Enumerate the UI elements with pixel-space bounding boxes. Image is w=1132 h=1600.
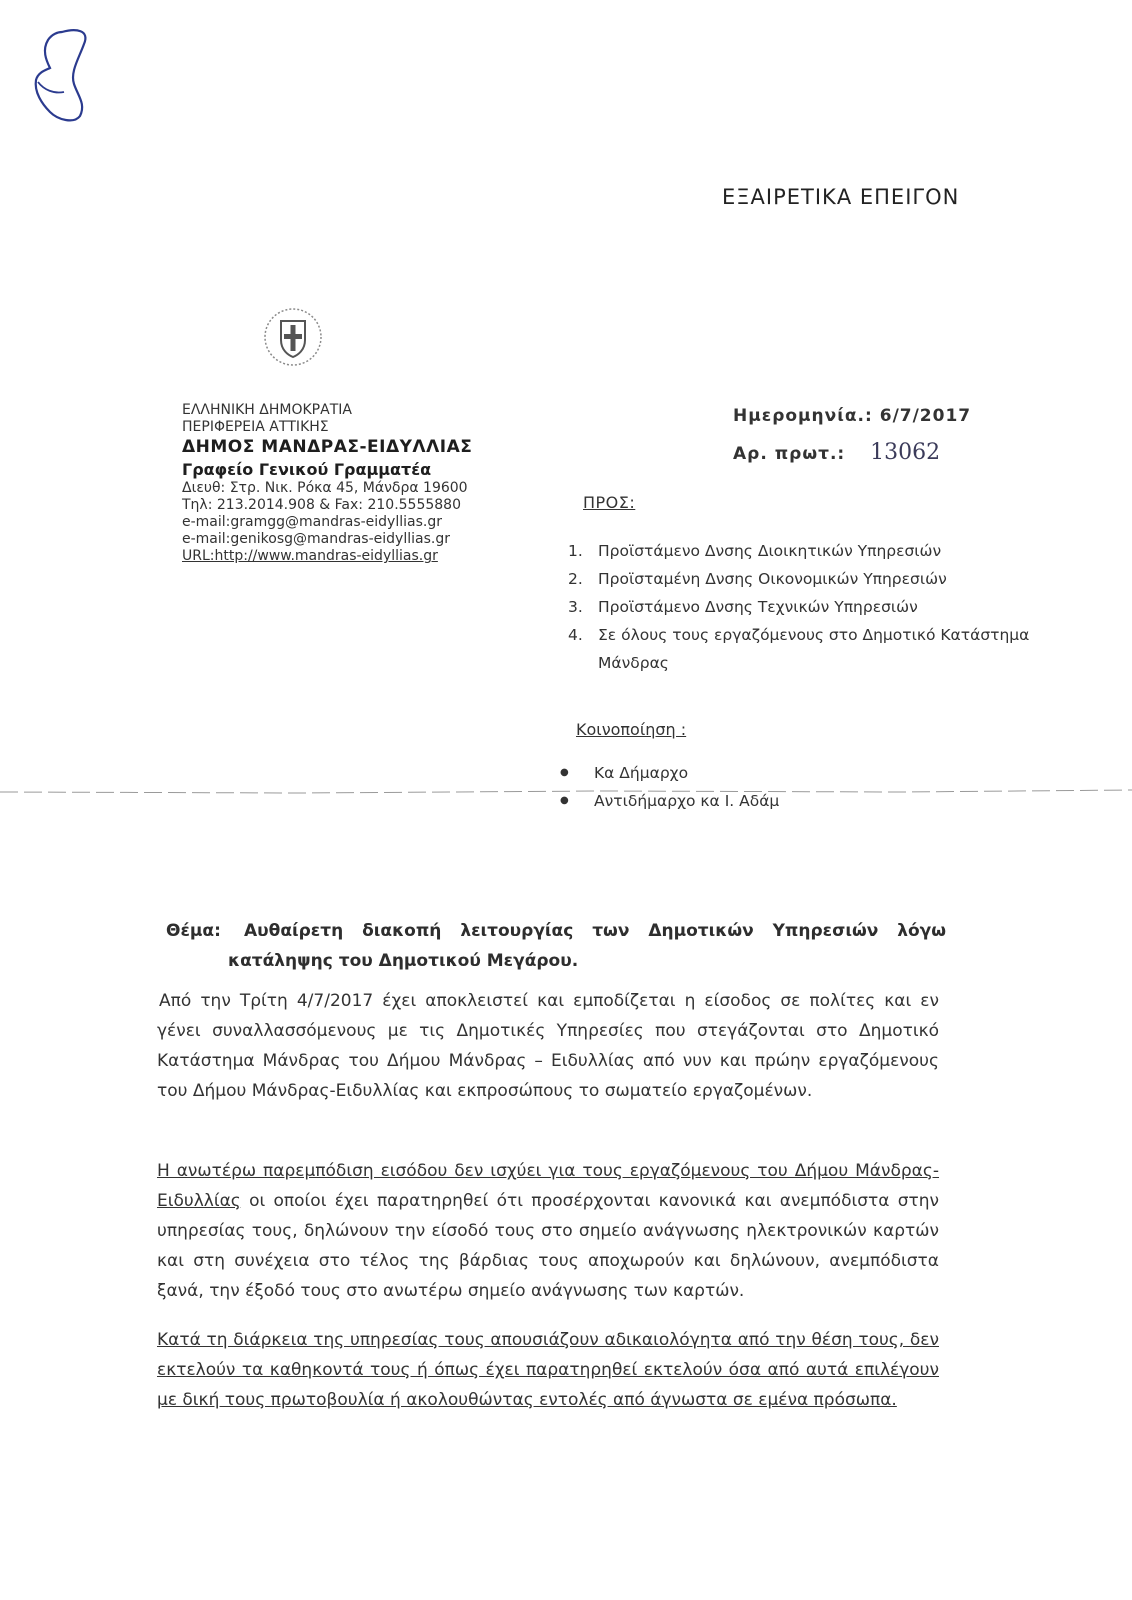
document-meta: [733, 406, 971, 474]
urgent-heading: ΕΞΑΙΡΕΤΙΚΑ ΕΠΕΙΓΟΝ: [722, 185, 960, 209]
paragraph-2: [157, 1156, 939, 1306]
date-label: Ημερομηνία.:: [733, 406, 873, 426]
protocol-label: Αρ. πρωτ.:: [733, 444, 846, 464]
list-item: 2. Προϊσταμένη Δνσης Οικονομικών Υπηρεσιών: [568, 570, 947, 588]
paragraph-3-underlined: Κατά τη διάρκεια της υπηρεσίας τους απουσιάζουν αδικαιολόγητα από την θέση τους, δεν εκτελούν τα καθηκοντά τους ή όπως έχει παρατηρηθεί εκτελούν όσα από αυτά επιλέγουν με δική τους πρωτοβουλία ή ακολουθώντας εντολές από άγνωστα σε εμένα πρόσωπα.: [157, 1330, 939, 1410]
sender-address: Διευθ: Στρ. Νικ. Ρόκα 45, Μάνδρα 19600: [182, 480, 468, 496]
paragraph-3: [157, 1325, 939, 1415]
handwritten-mark: [24, 20, 94, 130]
list-item: 3. Προϊστάμενο Δνσης Τεχνικών Υπηρεσιών: [568, 598, 918, 616]
list-item: 4. Σε όλους τους εργαζόμενους στο Δημοτικό Κατάστημα Μάνδρας: [568, 626, 1030, 672]
list-item: 1. Προϊστάμενο Δνσης Διοικητικών Υπηρεσιών: [568, 542, 942, 560]
list-item: ● Κα Δήμαρχο: [560, 759, 960, 787]
notification-list: [560, 759, 960, 815]
greek-coat-of-arms-emblem: [262, 306, 324, 368]
sender-block: [182, 402, 502, 565]
paper-fold-line: [0, 788, 1132, 798]
date-value: 6/7/2017: [879, 406, 972, 426]
recipients-label: ΠΡΟΣ:: [583, 493, 636, 512]
subject-text-1: Αυθαίρετη διακοπή λειτουργίας των Δημοτικών Υπηρεσιών λόγω: [244, 921, 946, 941]
protocol-number-handwritten: 13062: [870, 440, 941, 465]
notification-label: Κοινοποίηση :: [576, 720, 687, 739]
sender-phone-fax: Τηλ: 213.2014.908 & Fax: 210.5555880: [182, 497, 461, 513]
sender-municipality: ΔΗΜΟΣ ΜΑΝΔΡΑΣ-ΕΙΔΥΛΛΙΑΣ: [182, 437, 473, 457]
bullet-icon: ●: [560, 767, 569, 778]
sender-email-1: e-mail:gramgg@mandras-eidyllias.gr: [182, 514, 442, 530]
sender-email-2: e-mail:genikosg@mandras-eidyllias.gr: [182, 531, 450, 547]
subject-block: [166, 916, 946, 976]
subject-label: Θέμα:: [166, 921, 221, 941]
paragraph-2-underlined: Η ανωτέρω παρεμπόδιση εισόδου δεν ισχύει για τους εργαζόμενους του Δήμου Μάνδρας-Ειδυλλίας: [157, 1161, 939, 1211]
paragraph-1: Από την Τρίτη 4/7/2017 έχει αποκλειστεί και εμποδίζεται η είσοδος σε πολίτες και εν γένει συναλλασσόμενους με τις Δημοτικές Υπηρεσίες που στεγάζονται στο Δημοτικό Κατάστημα Μάνδρας του Δήμου Μάνδρας – Ειδυλλίας από νυν και πρώην εργαζόμενους του Δήμου Μάνδρας-Ειδυλλίας και εκπροσώπους το σωματείο εργαζομένων.: [157, 991, 939, 1101]
list-item: ● Αντιδήμαρχο κα Ι. Αδάμ: [560, 787, 960, 815]
sender-url-link[interactable]: URL:http://www.mandras-eidyllias.gr: [182, 548, 438, 564]
date-row: [733, 406, 971, 440]
subject-line-1: [166, 916, 946, 946]
subject-text-2: κατάληψης του Δημοτικού Μεγάρου.: [228, 951, 579, 971]
protocol-row: [733, 440, 971, 474]
sender-country: ΕΛΛΗΝΙΚΗ ΔΗΜΟΚΡΑΤΙΑ: [182, 402, 352, 418]
sender-region: ΠΕΡΙΦΕΡΕΙΑ ΑΤΤΙΚΗΣ: [182, 419, 329, 435]
bullet-icon: ●: [560, 795, 569, 806]
recipients-list: [568, 537, 1068, 677]
sender-office: Γραφείο Γενικού Γραμματέα: [182, 460, 432, 479]
paragraph-2-rest: οι οποίοι έχει παρατηρηθεί ότι προσέρχονται κανονικά και ανεμπόδιστα στην υπηρεσίας τους, δηλώνουν την είσοδό τους στο σημείο ανάγνωσης ηλεκτρονικών καρτών και στη συνέχεια στο τέλος της βάρδιας τους αποχωρούν και δηλώνουν, ανεμπόδιστα ξανά, την έξοδό τους στο ανωτέρω σημείο ανάγνωσης των καρτών.: [157, 1191, 939, 1301]
